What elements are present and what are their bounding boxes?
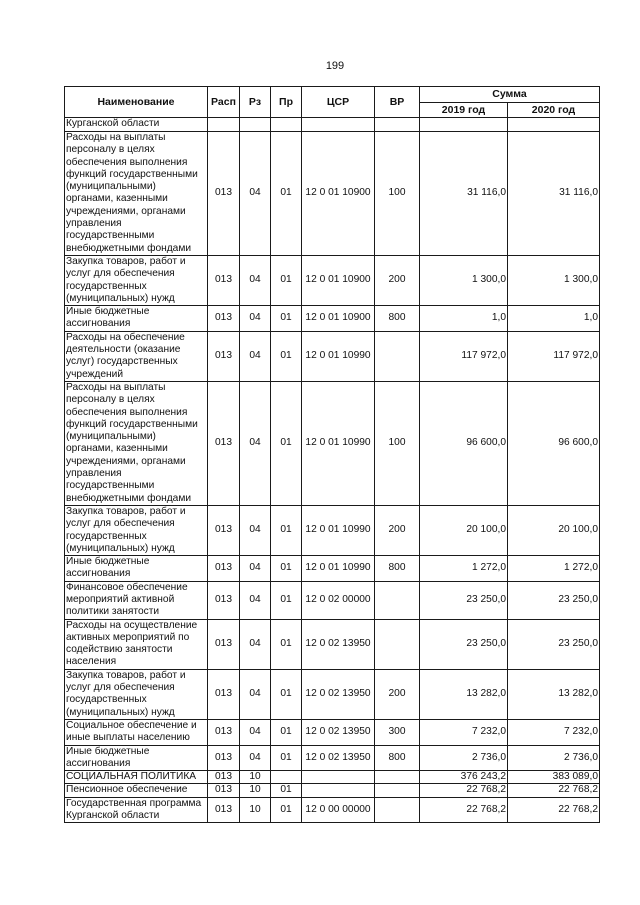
table-row [65,669,600,719]
row-rasp: 013 [208,581,240,619]
table-row [65,784,600,797]
row-name: Закупка товаров, работ и услуг для обеспечения государственных (муниципальных) нужд [65,669,208,719]
row-pr: 01 [271,669,302,719]
row-name: Иные бюджетные ассигнования [65,745,208,771]
row-sum-2020: 1,0 [508,306,600,332]
row-vr [375,581,420,619]
row-rz: 04 [240,331,271,381]
row-sum-2020: 22 768,2 [508,797,600,823]
row-rasp: 013 [208,784,240,797]
row-rasp: 013 [208,255,240,305]
header-vr: ВР [375,87,420,118]
row-vr: 800 [375,556,420,582]
row-rz: 04 [240,306,271,332]
row-name: Иные бюджетные ассигнования [65,556,208,582]
row-rz: 04 [240,132,271,256]
table-row [65,719,600,745]
row-pr [271,771,302,784]
row-rasp: 013 [208,619,240,669]
row-vr: 200 [375,255,420,305]
row-rz: 10 [240,797,271,823]
row-sum-2020: 96 600,0 [508,381,600,505]
row-csr: 12 0 02 00000 [302,581,375,619]
row-rz: 04 [240,669,271,719]
row-vr: 200 [375,669,420,719]
row-vr [375,797,420,823]
row-vr: 100 [375,381,420,505]
row-sum-2020: 31 116,0 [508,132,600,256]
row-name: Финансовое обеспечение мероприятий активной политики занятости [65,581,208,619]
table-row [65,745,600,771]
row-vr [375,784,420,797]
row-rasp: 013 [208,132,240,256]
row-pr: 01 [271,797,302,823]
row-rasp: 013 [208,505,240,555]
row-rasp: 013 [208,771,240,784]
row-sum-2019: 23 250,0 [420,619,508,669]
row-sum-2019: 2 736,0 [420,745,508,771]
row-sum-2020: 2 736,0 [508,745,600,771]
row-rasp: 013 [208,669,240,719]
row-rz: 04 [240,719,271,745]
row-rasp: 013 [208,556,240,582]
row-pr: 01 [271,619,302,669]
row-csr: 12 0 02 13950 [302,719,375,745]
row-sum-2019: 376 243,2 [420,771,508,784]
row-sum-2019: 22 768,2 [420,797,508,823]
row-csr [302,784,375,797]
row-sum-2020: 13 282,0 [508,669,600,719]
row-rasp: 013 [208,306,240,332]
header-sum: Сумма [420,87,600,103]
row-rz: 10 [240,784,271,797]
row-sum-2019: 1,0 [420,306,508,332]
row-name: Закупка товаров, работ и услуг для обеспечения государственных (муниципальных) нужд [65,505,208,555]
table-row [65,556,600,582]
row-sum-2019: 13 282,0 [420,669,508,719]
header-csr: ЦСР [302,87,375,118]
header-rasp: Расп [208,87,240,118]
row-csr: 12 0 01 10990 [302,331,375,381]
page-number: 199 [325,60,345,72]
row-csr: 12 0 01 10990 [302,556,375,582]
row-pr: 01 [271,132,302,256]
row-rz: 04 [240,581,271,619]
row-rz: 04 [240,255,271,305]
header-2019: 2019 год [420,103,508,118]
row-vr: 800 [375,306,420,332]
table-row [65,306,600,332]
table-row [65,771,600,784]
row-rz: 04 [240,556,271,582]
row-sum-2020: 22 768,2 [508,784,600,797]
row-sum-2019: 117 972,0 [420,331,508,381]
row-name: Иные бюджетные ассигнования [65,306,208,332]
row-pr: 01 [271,556,302,582]
row-vr [375,771,420,784]
row-rasp: 013 [208,745,240,771]
row-vr: 200 [375,505,420,555]
row-csr: 12 0 02 13950 [302,669,375,719]
row-rasp: 013 [208,719,240,745]
row-rasp: 013 [208,331,240,381]
row-vr: 100 [375,132,420,256]
row-sum-2020: 117 972,0 [508,331,600,381]
row-rz: 10 [240,771,271,784]
row-rasp: 013 [208,381,240,505]
row-csr: 12 0 02 13950 [302,745,375,771]
row-pr: 01 [271,306,302,332]
table-row [65,132,600,256]
table-row [65,581,600,619]
header-name: Наименование [65,87,208,118]
row-sum-2019: 1 300,0 [420,255,508,305]
row-pr: 01 [271,505,302,555]
row-pr: 01 [271,581,302,619]
row-name: Расходы на осуществление активных мероприятий по содействию занятости населения [65,619,208,669]
header-pr: Пр [271,87,302,118]
budget-table [64,86,600,823]
row-csr [302,771,375,784]
row-name: Закупка товаров, работ и услуг для обеспечения государственных (муниципальных) нужд [65,255,208,305]
row-sum-2019: 7 232,0 [420,719,508,745]
table-row [65,505,600,555]
row-name: Расходы на выплаты персоналу в целях обеспечения выполнения функций государственными (муниципальными) органами, казенными учреждениями, органами управления государственными внебюджетными фондами [65,381,208,505]
row-csr: 12 0 01 10900 [302,132,375,256]
row-vr [375,331,420,381]
row-sum-2019: 96 600,0 [420,381,508,505]
row-name: Расходы на обеспечение деятельности (оказание услуг) государственных учреждений [65,331,208,381]
row-sum-2019: 1 272,0 [420,556,508,582]
row-sum-2019: 22 768,2 [420,784,508,797]
table-row [65,797,600,823]
table-row [65,331,600,381]
row-csr: 12 0 00 00000 [302,797,375,823]
row-vr [375,619,420,669]
header-rz: Рз [240,87,271,118]
row-vr: 800 [375,745,420,771]
row-rasp: 013 [208,797,240,823]
row-sum-2020: 383 089,0 [508,771,600,784]
row-sum-2020: 1 300,0 [508,255,600,305]
table-row [65,381,600,505]
table-row [65,619,600,669]
row-sum-2019: 23 250,0 [420,581,508,619]
continuation-label: Курганской области [65,118,208,132]
row-sum-2020: 23 250,0 [508,619,600,669]
row-rz: 04 [240,381,271,505]
row-sum-2020: 7 232,0 [508,719,600,745]
row-pr: 01 [271,745,302,771]
row-sum-2020: 20 100,0 [508,505,600,555]
row-name: Пенсионное обеспечение [65,784,208,797]
row-sum-2019: 31 116,0 [420,132,508,256]
row-rz: 04 [240,619,271,669]
continuation-row [65,118,600,132]
row-vr: 300 [375,719,420,745]
row-pr: 01 [271,255,302,305]
row-pr: 01 [271,719,302,745]
row-csr: 12 0 01 10900 [302,255,375,305]
row-name: Социальное обеспечение и иные выплаты населению [65,719,208,745]
row-sum-2020: 1 272,0 [508,556,600,582]
row-csr: 12 0 02 13950 [302,619,375,669]
row-name: Расходы на выплаты персоналу в целях обеспечения выполнения функций государственными (муниципальными) органами, казенными учреждениями, органами управления государственными внебюджетными фондами [65,132,208,256]
table-row [65,255,600,305]
row-pr: 01 [271,381,302,505]
row-csr: 12 0 01 10990 [302,381,375,505]
row-csr: 12 0 01 10900 [302,306,375,332]
row-name: СОЦИАЛЬНАЯ ПОЛИТИКА [65,771,208,784]
row-rz: 04 [240,745,271,771]
row-pr: 01 [271,784,302,797]
row-sum-2019: 20 100,0 [420,505,508,555]
row-pr: 01 [271,331,302,381]
header-2020: 2020 год [508,103,600,118]
row-rz: 04 [240,505,271,555]
row-csr: 12 0 01 10990 [302,505,375,555]
row-name: Государственная программа Курганской области [65,797,208,823]
row-sum-2020: 23 250,0 [508,581,600,619]
